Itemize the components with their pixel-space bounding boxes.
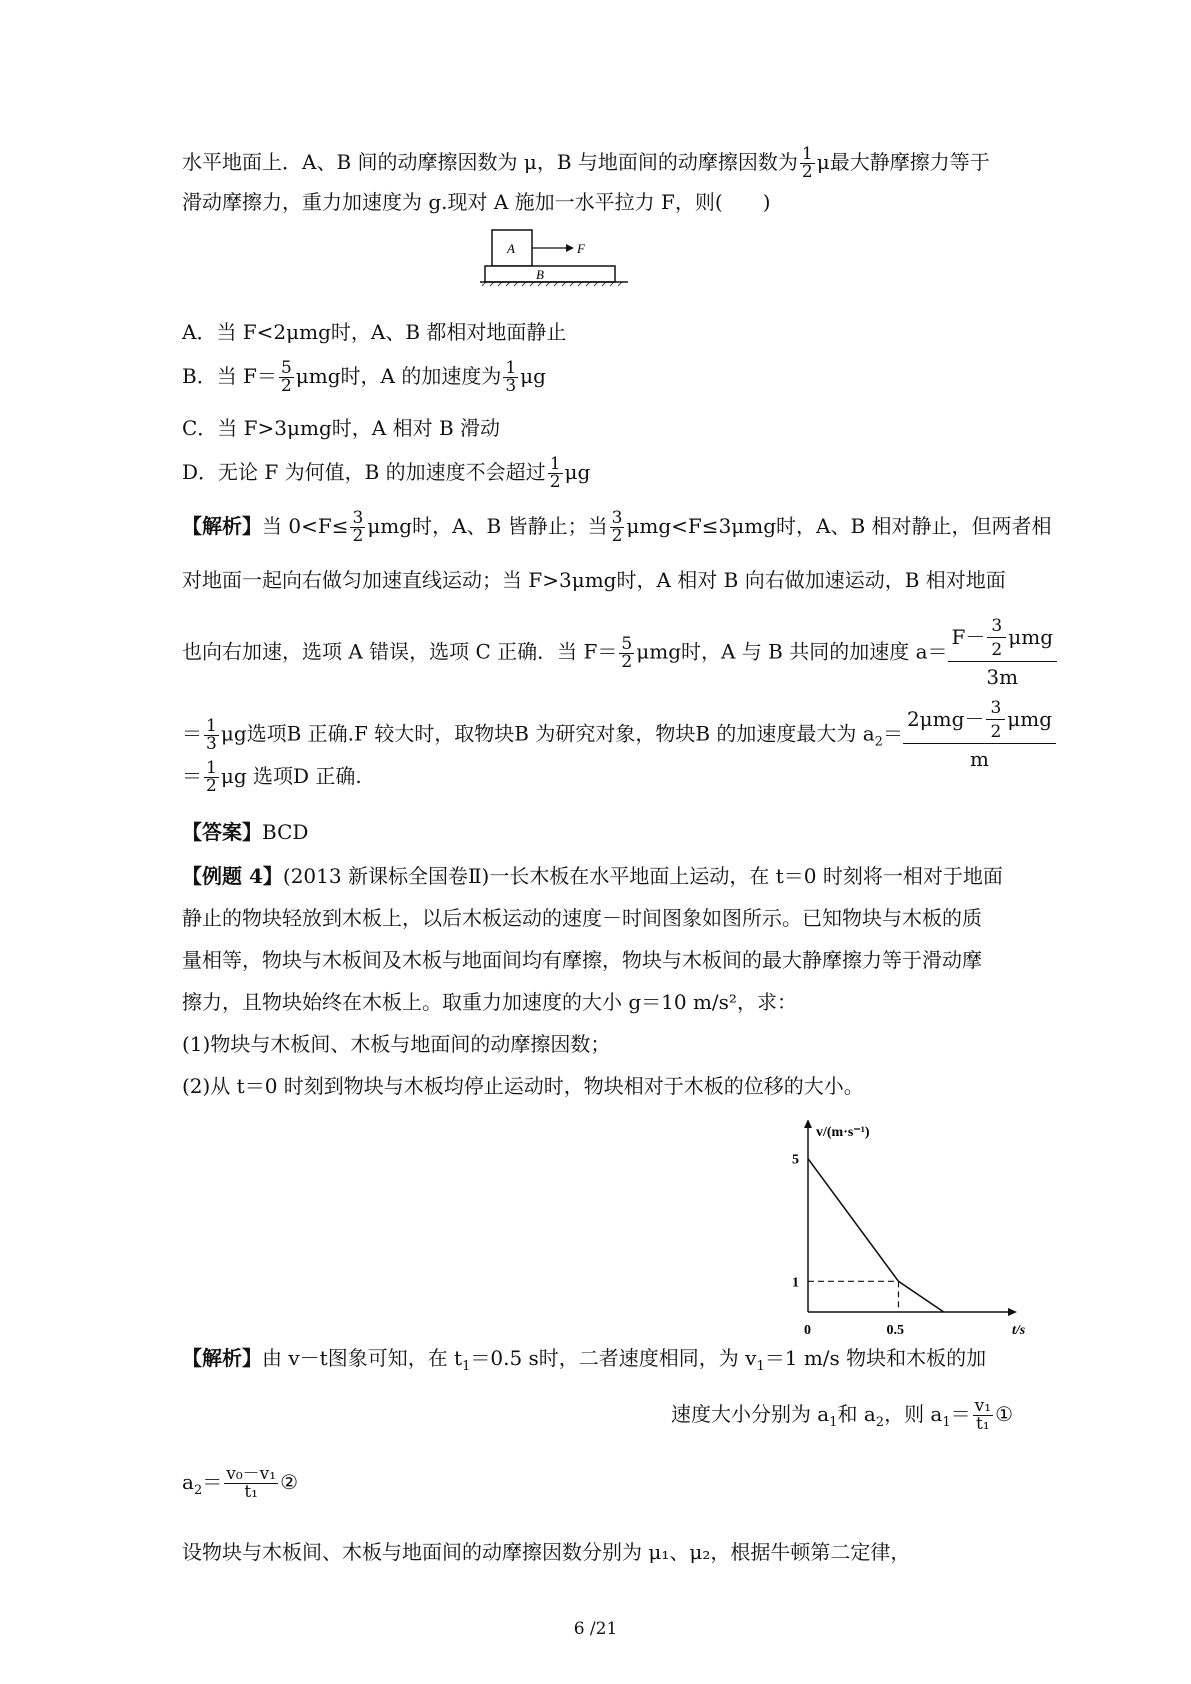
analysis-text: μmg<F≤3μmg时，A、B 相对静止，但两者相	[626, 514, 1052, 538]
analysis-tag: 【解析】	[182, 1346, 262, 1370]
page-number: 6 /21	[573, 1619, 618, 1639]
velocity-time-chart	[770, 1120, 1030, 1340]
frac-den: t₁	[976, 1414, 990, 1434]
analysis-text: ＝	[182, 721, 202, 746]
example-text: 量相等，物块与木板间及木板与地面间均有摩擦，物块与木板间的最大静摩擦力等于滑动摩	[182, 948, 982, 972]
frac-den: 2	[549, 472, 561, 492]
subscript: 1	[756, 1359, 765, 1374]
frac-num: 3	[987, 618, 1006, 638]
frac-num: 1	[206, 715, 217, 736]
option-d-text: D．无论 F 为何值，B 的加速度不会超过	[182, 460, 546, 484]
option-b-text: B．当 F＝	[182, 364, 277, 388]
option-a	[182, 318, 566, 346]
analysis-text: ＝1 m/s 物块和木板的加	[764, 1346, 987, 1370]
frac-num: 5	[621, 633, 633, 654]
fraction	[986, 700, 1005, 741]
frac-num: 3	[352, 508, 364, 528]
analysis-text: 由 v－t图象可知，在 t	[262, 1346, 463, 1370]
frac-part: μmg	[1008, 625, 1053, 649]
force-label: F	[577, 241, 585, 256]
analysis1-line-5	[182, 760, 362, 795]
analysis1-line-1	[182, 510, 1052, 545]
frac-part: μmg	[1007, 707, 1053, 731]
fraction	[224, 1466, 278, 1501]
question-1	[182, 1030, 610, 1058]
frac-den: 2	[801, 162, 813, 182]
option-b	[182, 360, 546, 395]
answer-line	[182, 818, 308, 846]
analysis1-line-2	[182, 566, 1006, 594]
frac-den: 2	[991, 640, 1003, 660]
arrow-head-icon	[566, 244, 574, 252]
fraction	[204, 715, 219, 754]
frac-num: 1	[505, 358, 517, 378]
analysis-text: ＝	[182, 764, 202, 788]
y-tick-label: 1	[792, 1275, 799, 1291]
circled-number: ①	[995, 1402, 1013, 1426]
fraction	[548, 456, 563, 491]
big-frac-num	[903, 700, 1056, 744]
y-tick-label: 5	[792, 1152, 799, 1168]
frac-num: 1	[206, 758, 217, 778]
big-frac-den: m	[970, 747, 989, 771]
frac-den: 2	[611, 526, 623, 546]
analysis-text: 也向右加速，选项 A 错误，选项 C 正确．当 F＝	[182, 639, 618, 664]
subscript: 1	[462, 1359, 471, 1374]
analysis-text: ，则 a	[884, 1402, 943, 1426]
frac-den: 2	[990, 722, 1002, 742]
analysis-text: μg 选项D 正确.	[220, 764, 362, 788]
fraction	[503, 360, 518, 395]
example4-line-2	[182, 904, 982, 932]
frac-num: 3	[611, 508, 623, 528]
frac-den: 2	[206, 776, 217, 796]
analysis2-line-4	[182, 1538, 910, 1566]
analysis2-line-2	[671, 1398, 1013, 1437]
frac-num: v₁	[974, 1396, 992, 1416]
analysis-text: 当 0<F≤	[262, 514, 349, 538]
frac-den: 3	[206, 733, 217, 754]
analysis-text: 对地面一起向右做匀加速直线运动；当 F>3μmg时，A 相对 B 向右做加速运动，B 相对地面	[182, 568, 1006, 592]
analysis-text: μg选项B 正确.F 较大时，取物块B 为研究对象，物块B 的加速度最大为 a	[220, 721, 875, 746]
block-a-label: A	[507, 241, 515, 256]
frac-num: 3	[986, 700, 1005, 720]
example4-line-1	[182, 862, 1003, 890]
y-axis-arrow-icon	[804, 1120, 812, 1128]
analysis-text: μmg时，A 与 B 共同的加速度 a＝	[636, 639, 948, 664]
frac-part: F－	[951, 625, 986, 649]
answer-text: BCD	[262, 820, 309, 844]
frac-num: 1	[801, 144, 813, 164]
subscript: 1	[942, 1415, 951, 1430]
fraction	[350, 510, 365, 545]
analysis-text: ＝	[882, 721, 903, 746]
example4-line-3	[182, 946, 982, 974]
fraction	[279, 360, 294, 395]
intro-line-1	[182, 146, 990, 181]
answer-tag: 【答案】	[182, 820, 262, 844]
option-c-text: C．当 F>3μmg时，A 相对 B 滑动	[182, 416, 500, 440]
analysis2-line-3	[182, 1466, 298, 1505]
analysis-text: ＝	[950, 1402, 971, 1426]
analysis-text: μmg时，A、B 皆静止；当	[367, 514, 608, 538]
fraction	[987, 618, 1006, 659]
example4-line-4	[182, 988, 797, 1016]
option-d-text: μg	[564, 460, 591, 484]
fraction	[619, 633, 634, 672]
analysis-text: ＝0.5 s时，二者速度相同，为 v	[470, 1346, 757, 1370]
frac-den: 2	[621, 651, 633, 672]
x-tick-label: 0	[804, 1323, 811, 1338]
frac-num: 1	[549, 454, 561, 474]
big-fraction	[948, 618, 1057, 688]
question-2	[182, 1072, 864, 1100]
subscript: 1	[829, 1415, 838, 1430]
x-tick-label: 0.5	[886, 1323, 904, 1338]
question-text: (2)从 t＝0 时刻到物块与木板均停止运动时，物块相对于木板的位移的大小。	[182, 1074, 864, 1098]
subscript: 2	[193, 1483, 203, 1498]
block-diagram	[480, 228, 630, 318]
frac-den: 3	[505, 376, 517, 396]
option-b-text: μg	[520, 364, 546, 388]
example-text: (2013 新课标全国卷Ⅱ)一长木板在水平地面上运动，在 t＝0 时刻将一相对于地面	[282, 864, 1003, 888]
intro-text: 水平地面上．A、B 间的动摩擦因数为 μ，B 与地面间的动摩擦因数为	[182, 150, 798, 174]
frac-den: 2	[352, 526, 364, 546]
velocity-line	[808, 1159, 944, 1312]
analysis-tag: 【解析】	[182, 514, 262, 538]
analysis-text: ＝	[202, 1470, 223, 1494]
option-d	[182, 456, 590, 491]
analysis2-line-1	[182, 1344, 986, 1381]
analysis-text: 和 a	[837, 1402, 876, 1426]
option-c	[182, 414, 500, 442]
big-frac-den: 3m	[986, 665, 1019, 689]
analysis-text: a	[182, 1470, 194, 1494]
frac-den: t₁	[244, 1482, 258, 1502]
subscript: 2	[874, 734, 883, 750]
frac-num: 5	[280, 358, 292, 378]
example-text: 静止的物块轻放到木板上，以后木板运动的速度－时间图象如图所示。已知物块与木板的质	[182, 906, 982, 930]
subscript: 2	[875, 1415, 885, 1430]
big-frac-num	[948, 618, 1057, 662]
intro-text: 滑动摩擦力，重力加速度为 g.现对 A 施加一水平拉力 F，则( )	[182, 190, 771, 214]
analysis-text: 速度大小分别为 a	[670, 1402, 830, 1426]
big-fraction	[903, 700, 1056, 770]
intro-line-2	[182, 188, 771, 216]
analysis-text: 设物块与木板间、木板与地面间的动摩擦因数分别为 μ₁、μ₂，根据牛顿第二定律，	[182, 1540, 911, 1564]
fraction	[800, 146, 815, 181]
option-b-text: μmg时，A 的加速度为	[295, 364, 502, 388]
example-tag: 【例题 4】	[182, 864, 283, 888]
fraction	[610, 510, 625, 545]
frac-num: v₀－v₁	[226, 1464, 277, 1484]
fraction	[204, 760, 219, 795]
block-b	[485, 266, 615, 282]
circled-number: ②	[280, 1470, 298, 1494]
frac-den: 2	[280, 376, 292, 396]
block-b-label: B	[536, 267, 544, 282]
intro-text: μ最大静摩擦力等于	[816, 150, 990, 174]
analysis1-line-3	[182, 618, 1057, 688]
x-axis-label: t/s	[1012, 1323, 1026, 1338]
example-text: 擦力，且物块始终在木板上。取重力加速度的大小 g＝10 m/s²，求：	[182, 990, 797, 1014]
y-axis-label: v/(m·s⁻¹)	[816, 1125, 870, 1140]
option-a-text: A．当 F<2μmg时，A、B 都相对地面静止	[182, 320, 567, 344]
question-text: (1)物块与木板间、木板与地面间的动摩擦因数；	[182, 1032, 611, 1056]
frac-part: 2μmg－	[906, 707, 985, 731]
x-axis-arrow-icon	[1008, 1308, 1017, 1316]
fraction	[973, 1398, 993, 1433]
